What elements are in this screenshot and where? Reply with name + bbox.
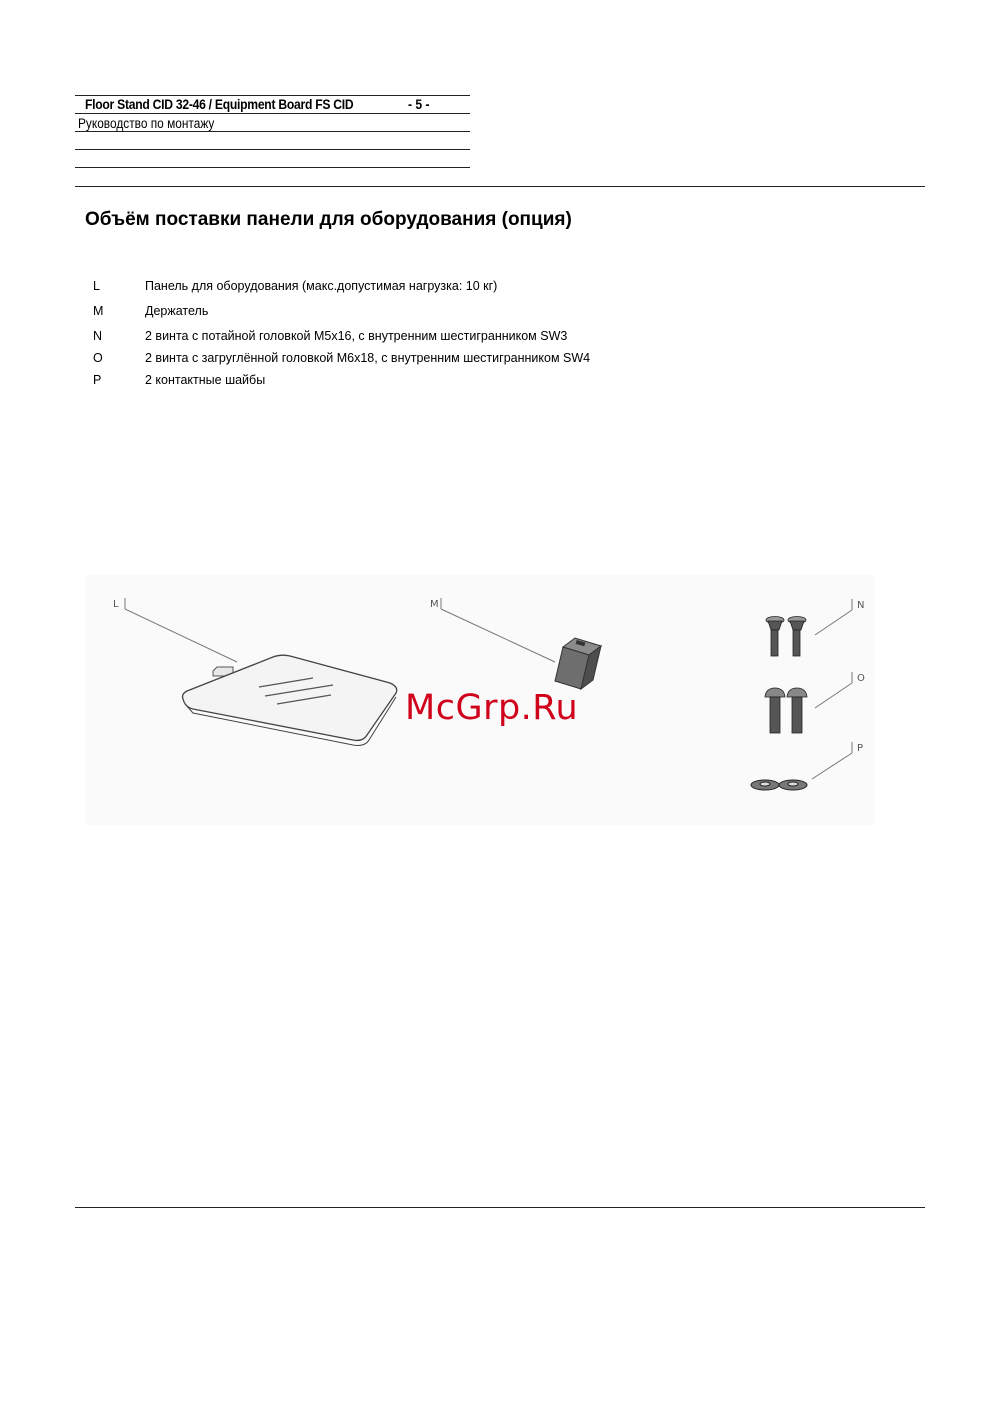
label-n: N xyxy=(857,600,865,611)
holder-m xyxy=(555,638,601,689)
label-l: L xyxy=(113,599,119,610)
header-rule-4 xyxy=(75,149,470,150)
document-subtitle: Руководство по монтажу xyxy=(78,116,215,131)
page-rule-top xyxy=(75,186,925,187)
item-code: O xyxy=(93,351,103,365)
label-o: O xyxy=(857,673,865,684)
item-code: L xyxy=(93,279,100,293)
screws-o xyxy=(765,688,807,733)
document-title: Floor Stand CID 32-46 / Equipment Board FS CID xyxy=(85,97,354,112)
header-rule-5 xyxy=(75,167,470,168)
panel-l xyxy=(183,655,397,745)
item-code: N xyxy=(93,329,103,343)
header-rule-2 xyxy=(75,113,470,114)
item-description: 2 контактные шайбы xyxy=(145,373,266,387)
watermark: McGrp.Ru xyxy=(405,688,579,728)
item-description: Держатель xyxy=(145,304,209,318)
washers-p xyxy=(751,780,807,790)
page-rule-bottom xyxy=(75,1207,925,1208)
screws-n xyxy=(766,617,806,657)
item-code: M xyxy=(93,304,104,318)
item-description: Панель для оборудования (макс.допустимая нагрузка: 10 кг) xyxy=(145,279,498,293)
item-code: P xyxy=(93,373,102,387)
item-description: 2 винта с загруглённой головкой M6x18, с внутренним шестигранником SW4 xyxy=(145,351,591,365)
item-description: 2 винта с потайной головкой M5x16, с внутренним шестигранником SW3 xyxy=(145,329,568,343)
section-heading: Объём поставки панели для оборудования (опция) xyxy=(85,209,572,230)
header-rule-top xyxy=(75,95,470,96)
label-m: M xyxy=(430,599,439,610)
page-number: - 5 - xyxy=(408,97,430,112)
header-rule-3 xyxy=(75,131,470,132)
label-p: P xyxy=(857,743,864,754)
